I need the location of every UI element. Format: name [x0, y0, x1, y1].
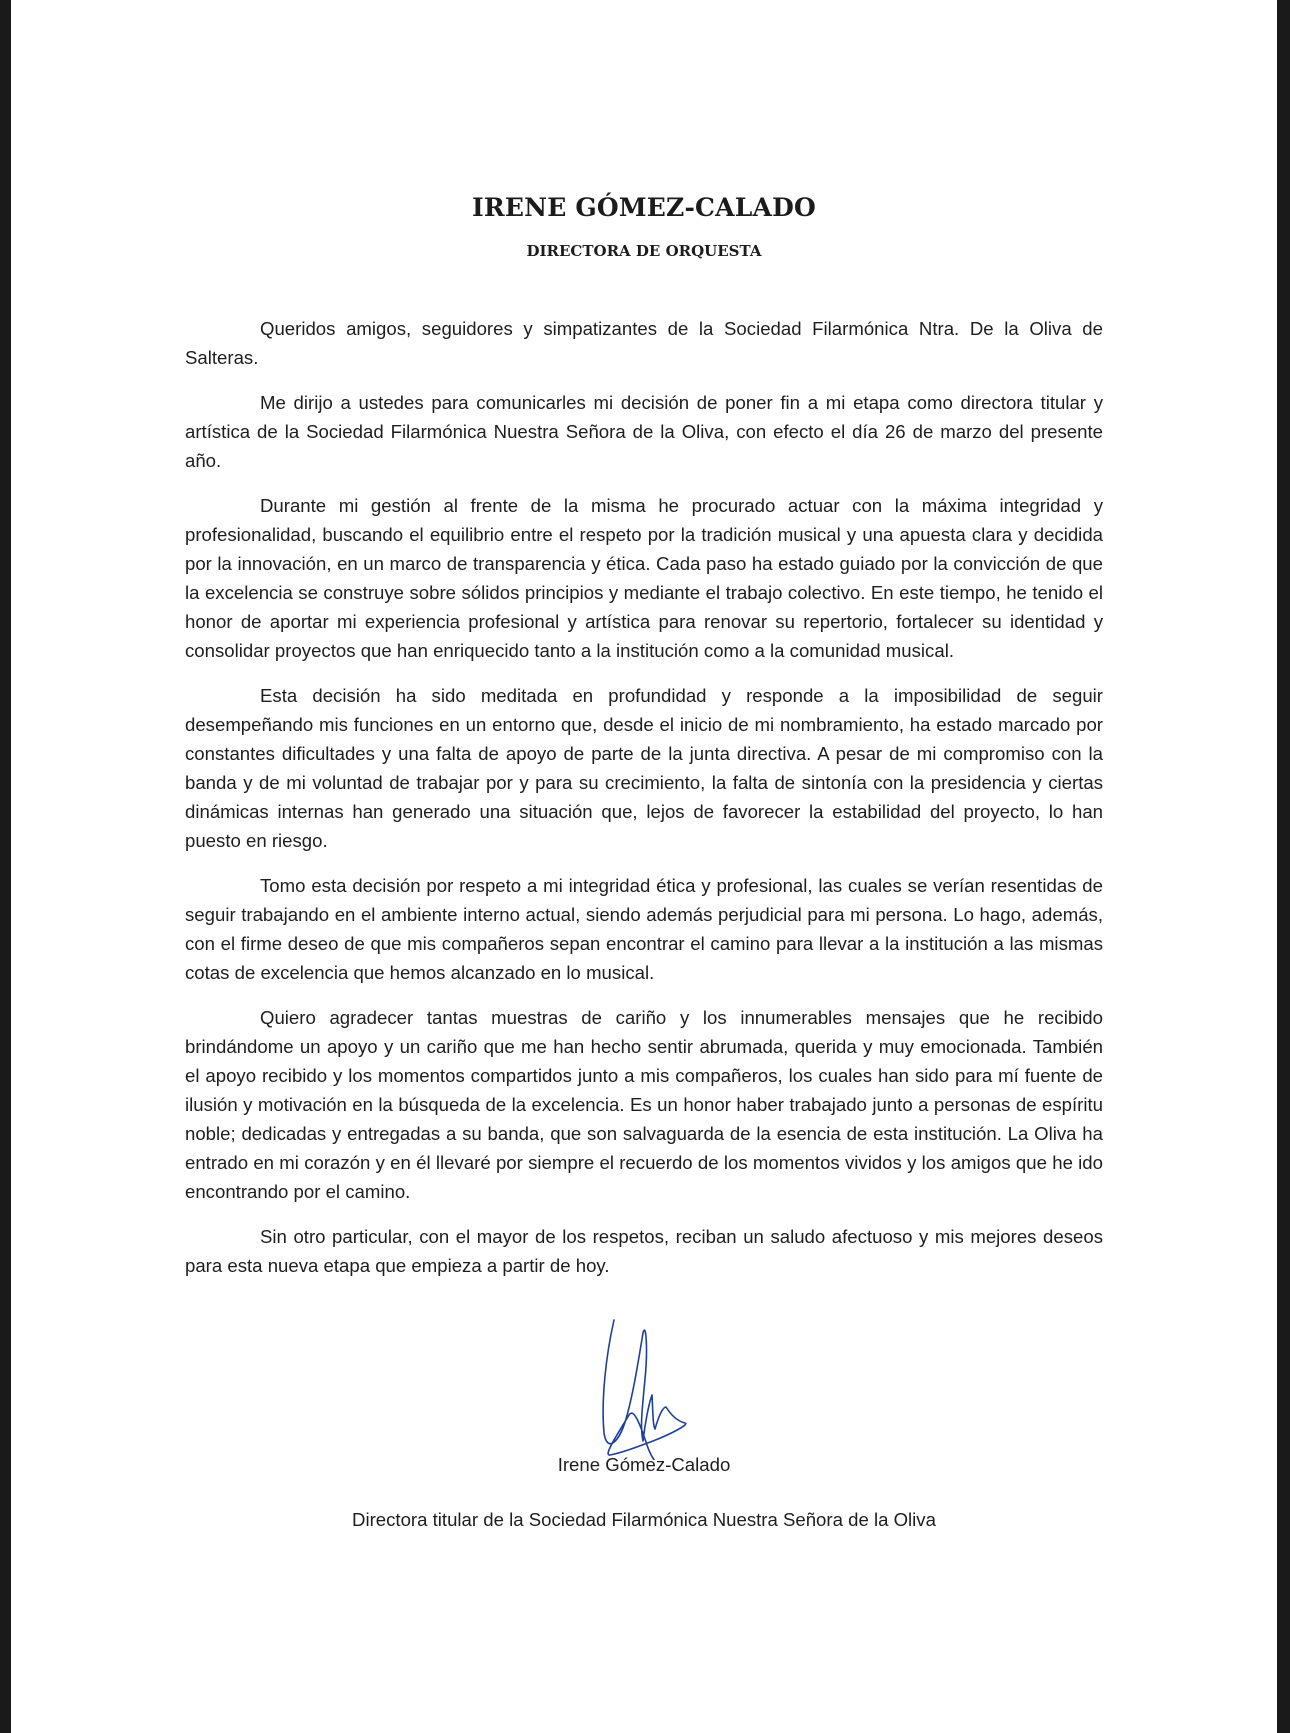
document-page [11, 0, 1277, 1733]
paragraph-greeting: Queridos amigos, seguidores y simpatizantes de la Sociedad Filarmónica Ntra. De la Oliva de Salteras. [185, 318, 1103, 368]
paragraph-reasons: Esta decisión ha sido meditada en profundidad y responde a la imposibilidad de seguir desempeñando mis funciones en un entorno que, desde el inicio de mi nombramiento, ha estado marcado por constantes dificultades y una falta de apoyo de parte de la junta directiva. A pesar de mi compromiso con la banda y de mi voluntad de trabajar por y para su crecimiento, la falta de sintonía con la presidencia y ciertas dinámicas internas han generado una situación que, lejos de favorecer la estabilidad del proyecto, lo han puesto en riesgo. [185, 685, 1103, 851]
paragraph-closing: Sin otro particular, con el mayor de los respetos, reciban un saludo afectuoso y mis mejores deseos para esta nueva etapa que empieza a partir de hoy. [185, 1226, 1103, 1276]
author-name-heading: IRENE GÓMEZ-CALADO [472, 193, 816, 222]
signatory-name: Irene Gómez-Calado [557, 1454, 731, 1475]
signatory-title: Directora titular de la Sociedad Filarmónica Nuestra Señora de la Oliva [352, 1509, 936, 1530]
paragraph-integrity: Tomo esta decisión por respeto a mi integridad ética y profesional, las cuales se verían resentidas de seguir trabajando en el ambiente interno actual, siendo además perjudicial para mi persona. Lo hago, además, con el firme deseo de que mis compañeros sepan encontrar el camino para llevar a la institución a las mismas cotas de excelencia que hemos alcanzado en lo musical. [185, 875, 1103, 983]
letter-body [185, 314, 1103, 1296]
paragraph-management: Durante mi gestión al frente de la misma he procurado actuar con la máxima integridad y profesionalidad, buscando el equilibrio entre el respeto por la tradición musical y una apuesta clara y decidida por la innovación, en un marco de transparencia y ética. Cada paso ha estado guiado por la convicción de que la excelencia se construye sobre sólidos principios y mediante el trabajo colectivo. En este tiempo, he tenido el honor de aportar mi experiencia profesional y artística para renovar su repertorio, fortalecer su identidad y consolidar proyectos que han enriquecido tanto a la institución como a la comunidad musical. [185, 495, 1103, 661]
handwritten-signature-icon [593, 1315, 703, 1460]
paragraph-gratitude: Quiero agradecer tantas muestras de cariño y los innumerables mensajes que he recibido brindándome un apoyo y un cariño que me han hecho sentir abrumada, querida y muy emocionada. También el apoyo recibido y los momentos compartidos junto a mis compañeros, los cuales han sido para mí fuente de ilusión y motivación en la búsqueda de la excelencia. Es un honor haber trabajado junto a personas de espíritu noble; dedicadas y entregadas a su banda, que son salvaguarda de la esencia de esta institución. La Oliva ha entrado en mi corazón y en él llevaré por siempre el recuerdo de los momentos vividos y los amigos que he ido encontrando por el camino. [185, 1007, 1103, 1202]
paragraph-announcement: Me dirijo a ustedes para comunicarles mi decisión de poner fin a mi etapa como directora titular y artística de la Sociedad Filarmónica Nuestra Señora de la Oliva, con efecto el día 26 de marzo del presente año. [185, 392, 1103, 471]
author-role-heading: DIRECTORA DE ORQUESTA [526, 242, 762, 260]
